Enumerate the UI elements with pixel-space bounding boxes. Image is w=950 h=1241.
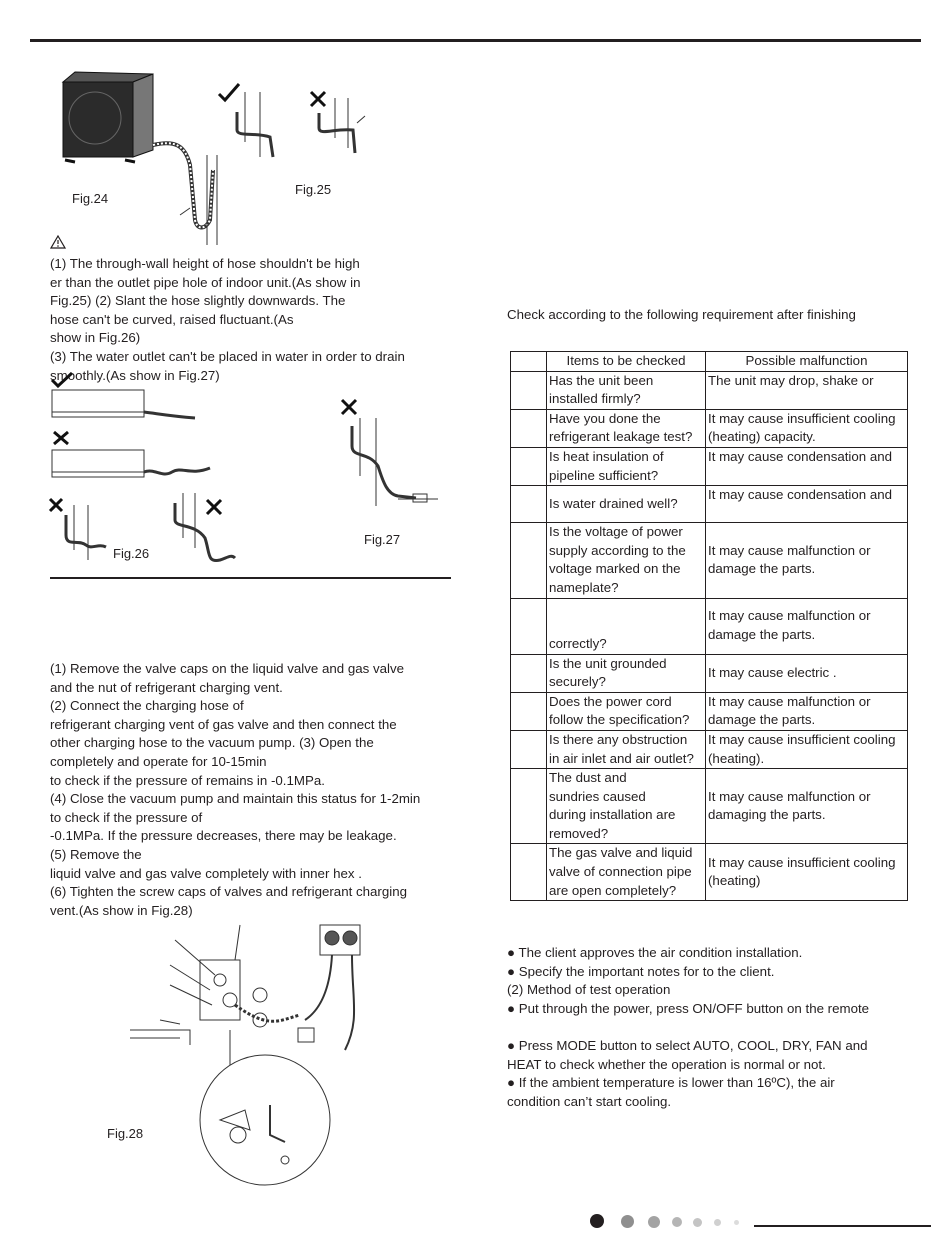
caution-line: (1) The through-wall height of hose shouldn't be high bbox=[50, 256, 360, 271]
item-cell bbox=[547, 844, 706, 901]
vacuum-line: (5) Remove the bbox=[50, 846, 142, 862]
cell-text-line: valve of connection pipe bbox=[549, 864, 692, 880]
table-row bbox=[511, 692, 908, 730]
cell-text-line: It may cause insufficient cooling bbox=[708, 731, 896, 747]
footer-rule bbox=[754, 1225, 931, 1227]
cell-text-line: Has the unit been bbox=[549, 372, 654, 388]
cell-text-line: Is heat insulation of bbox=[549, 448, 664, 464]
fig26-check-icon bbox=[50, 372, 74, 388]
vacuum-line: liquid valve and gas valve completely with inner hex . bbox=[50, 865, 362, 881]
cell-text-line: in air inlet and air outlet? bbox=[549, 750, 694, 766]
cell-text-line: (heating) capacity. bbox=[708, 429, 816, 445]
test-operation-text bbox=[507, 944, 869, 1111]
vacuum-line: to check if the pressure of remains in -0.1MPa. bbox=[50, 772, 325, 788]
cell-text-line: It may cause insufficient cooling bbox=[708, 854, 896, 870]
item-cell bbox=[547, 598, 706, 654]
test-line: ● The client approves the air condition installation. bbox=[507, 945, 803, 960]
item-cell bbox=[547, 692, 706, 730]
caution-line: smoothly.(As show in Fig.27) bbox=[50, 367, 220, 383]
malfunction-cell bbox=[706, 654, 908, 692]
caution-line: Fig.25) (2) Slant the hose slightly downwards. The bbox=[50, 293, 346, 309]
caution-line: hose can't be curved, raised fluctuant.(As bbox=[50, 311, 294, 327]
vacuum-line: other charging hose to the vacuum pump. (3) Open the bbox=[50, 735, 374, 751]
malfunction-cell bbox=[706, 371, 908, 409]
vacuum-line: (1) Remove the valve caps on the liquid valve and gas valve bbox=[50, 661, 405, 676]
cell-text-line: voltage marked on the bbox=[549, 561, 681, 577]
cell-text-line: follow the specification? bbox=[549, 712, 690, 728]
cell-text-line: damage the parts. bbox=[708, 627, 816, 643]
vacuum-line: and the nut of refrigerant charging vent. bbox=[50, 679, 283, 695]
caution-line: (3) The water outlet can't be placed in water in order to drain bbox=[50, 348, 405, 364]
row-number-cell bbox=[511, 598, 547, 654]
cell-text-line: It may cause insufficient cooling bbox=[708, 410, 896, 426]
header-rule bbox=[30, 39, 921, 42]
row-number-cell bbox=[511, 730, 547, 768]
row-number-cell bbox=[511, 486, 547, 523]
fig25-label: Fig.25 bbox=[295, 182, 332, 197]
check-table bbox=[510, 351, 908, 901]
item-cell bbox=[547, 486, 706, 523]
table-row bbox=[511, 598, 908, 654]
cell-text-line: It may cause condensation and bbox=[708, 487, 893, 503]
caution-triangle-icon bbox=[50, 235, 66, 249]
cell-text-line: nameplate? bbox=[549, 579, 619, 595]
table-row bbox=[511, 730, 908, 768]
indoor-unit-correct-illustration bbox=[50, 388, 200, 423]
fig27-label: Fig.27 bbox=[364, 532, 401, 547]
row-number-cell bbox=[511, 692, 547, 730]
vacuum-line: (4) Close the vacuum pump and maintain this status for 1-2min bbox=[50, 791, 421, 807]
cell-text-line: It may cause electric . bbox=[708, 664, 837, 680]
vacuum-line: refrigerant charging vent of gas valve and then connect the bbox=[50, 716, 397, 732]
test-line: ● Put through the power, press ON/OFF button on the remote bbox=[507, 1000, 870, 1016]
table-header-row bbox=[511, 352, 908, 372]
cell-text-line: damage the parts. bbox=[708, 712, 816, 728]
cell-text-line: It may cause malfunction or bbox=[708, 608, 871, 624]
test-line: condition can’t start cooling. bbox=[507, 1093, 672, 1109]
cell-text-line: removed? bbox=[549, 825, 609, 841]
vacuum-line: vent.(As show in Fig.28) bbox=[50, 902, 193, 918]
fig26-bottom-wrong-illustration-2 bbox=[165, 488, 240, 568]
table-row bbox=[511, 523, 908, 598]
item-cell bbox=[547, 730, 706, 768]
cell-text-line: securely? bbox=[549, 674, 606, 690]
vacuum-line: completely and operate for 10-15min bbox=[50, 753, 267, 769]
vacuum-line: -0.1MPa. If the pressure decreases, there may be leakage. bbox=[50, 828, 397, 844]
page-dot bbox=[693, 1218, 702, 1227]
table-header-cell: Possible malfunction bbox=[706, 352, 908, 372]
cell-text-line: during installation are bbox=[549, 807, 676, 823]
malfunction-cell bbox=[706, 692, 908, 730]
page-dot bbox=[672, 1217, 682, 1227]
fig25-wrong-illustration bbox=[305, 88, 375, 158]
cell-text-line: (heating). bbox=[708, 750, 765, 766]
cell-text-line: It may cause malfunction or bbox=[708, 542, 871, 558]
table-row bbox=[511, 371, 908, 409]
cell-text-line: It may cause condensation and bbox=[708, 448, 893, 464]
page-dot bbox=[648, 1216, 660, 1228]
cell-text-line: supply according to the bbox=[549, 542, 686, 558]
cell-text-line: correctly? bbox=[549, 635, 607, 651]
fig25-correct-illustration bbox=[215, 82, 285, 162]
cell-text-line: refrigerant leakage test? bbox=[549, 429, 693, 445]
row-number-cell bbox=[511, 371, 547, 409]
malfunction-cell bbox=[706, 730, 908, 768]
cell-text-line: Is there any obstruction bbox=[549, 731, 688, 747]
table-row bbox=[511, 486, 908, 523]
item-cell bbox=[547, 654, 706, 692]
table-header-cell bbox=[511, 352, 547, 372]
cell-text-line: The gas valve and liquid bbox=[549, 845, 693, 861]
item-cell bbox=[547, 769, 706, 844]
indoor-unit-wrong-illustration bbox=[50, 448, 215, 483]
fig24-label: Fig.24 bbox=[72, 191, 109, 206]
row-number-cell bbox=[511, 409, 547, 447]
caution-line: er than the outlet pipe hole of indoor unit.(As show in bbox=[50, 274, 361, 290]
malfunction-cell bbox=[706, 598, 908, 654]
cell-text-line: pipeline sufficient? bbox=[549, 467, 659, 483]
table-row bbox=[511, 447, 908, 485]
page-dot bbox=[734, 1220, 739, 1225]
fig26-label: Fig.26 bbox=[113, 546, 150, 561]
page-dot-active bbox=[590, 1214, 604, 1228]
cell-text-line: are open completely? bbox=[549, 882, 677, 898]
cell-text-line: (heating) bbox=[708, 873, 761, 889]
test-line: (2) Method of test operation bbox=[507, 982, 671, 998]
row-number-cell bbox=[511, 769, 547, 844]
table-row bbox=[511, 409, 908, 447]
cell-text-line: Have you done the bbox=[549, 410, 661, 426]
malfunction-cell bbox=[706, 844, 908, 901]
fig26-cross-icon bbox=[52, 430, 70, 446]
section-divider bbox=[50, 577, 451, 579]
table-row bbox=[511, 844, 908, 901]
row-number-cell bbox=[511, 654, 547, 692]
test-line: ● If the ambient temperature is lower than 16ºC), the air bbox=[507, 1075, 835, 1091]
cell-text-line: damaging the parts. bbox=[708, 807, 826, 823]
page-dot bbox=[621, 1215, 634, 1228]
malfunction-cell bbox=[706, 447, 908, 485]
table-row bbox=[511, 769, 908, 844]
table-row bbox=[511, 654, 908, 692]
fig26-bottom-wrong-illustration bbox=[48, 495, 108, 560]
cell-text-line: damage the parts. bbox=[708, 561, 816, 577]
row-number-cell bbox=[511, 844, 547, 901]
cell-text-line: The unit may drop, shake or bbox=[708, 372, 874, 388]
fig28-label: Fig.28 bbox=[107, 1126, 144, 1141]
cell-text-line: The dust and bbox=[549, 770, 627, 786]
cell-text-line: sundries caused bbox=[549, 788, 646, 804]
fig27-illustration bbox=[338, 396, 443, 516]
malfunction-cell bbox=[706, 486, 908, 523]
cell-text-line: Is the voltage of power bbox=[549, 524, 683, 540]
page-dot bbox=[714, 1219, 721, 1226]
cell-text-line: Is water drained well? bbox=[549, 495, 678, 511]
outdoor-unit-illustration bbox=[55, 70, 240, 245]
item-cell bbox=[547, 409, 706, 447]
cell-text-line: Does the power cord bbox=[549, 693, 672, 709]
row-number-cell bbox=[511, 523, 547, 598]
table-header-cell: Items to be checked bbox=[547, 352, 706, 372]
item-cell bbox=[547, 447, 706, 485]
check-intro: Check according to the following requirement after finishing bbox=[507, 307, 856, 322]
vacuum-procedure-text bbox=[50, 660, 420, 920]
malfunction-cell bbox=[706, 409, 908, 447]
row-number-cell bbox=[511, 447, 547, 485]
test-line: ● Press MODE button to select AUTO, COOL, DRY, FAN and bbox=[507, 1037, 868, 1053]
malfunction-cell bbox=[706, 523, 908, 598]
cell-text-line: It may cause malfunction or bbox=[708, 693, 871, 709]
vacuum-line: (6) Tighten the screw caps of valves and refrigerant charging bbox=[50, 884, 407, 900]
malfunction-cell bbox=[706, 769, 908, 844]
item-cell bbox=[547, 371, 706, 409]
caution-line: show in Fig.26) bbox=[50, 330, 141, 346]
cell-text-line: installed firmly? bbox=[549, 391, 641, 407]
test-line: ● Specify the important notes for to the client. bbox=[507, 963, 775, 979]
fig28-vacuum-illustration bbox=[120, 920, 380, 1195]
test-line: HEAT to check whether the operation is normal or not. bbox=[507, 1056, 826, 1072]
vacuum-line: (2) Connect the charging hose of bbox=[50, 698, 244, 714]
cell-text-line: It may cause malfunction or bbox=[708, 788, 871, 804]
cell-text-line: Is the unit grounded bbox=[549, 655, 667, 671]
vacuum-line: to check if the pressure of bbox=[50, 809, 203, 825]
test-line bbox=[507, 1018, 869, 1037]
item-cell bbox=[547, 523, 706, 598]
caution-text bbox=[50, 255, 405, 385]
